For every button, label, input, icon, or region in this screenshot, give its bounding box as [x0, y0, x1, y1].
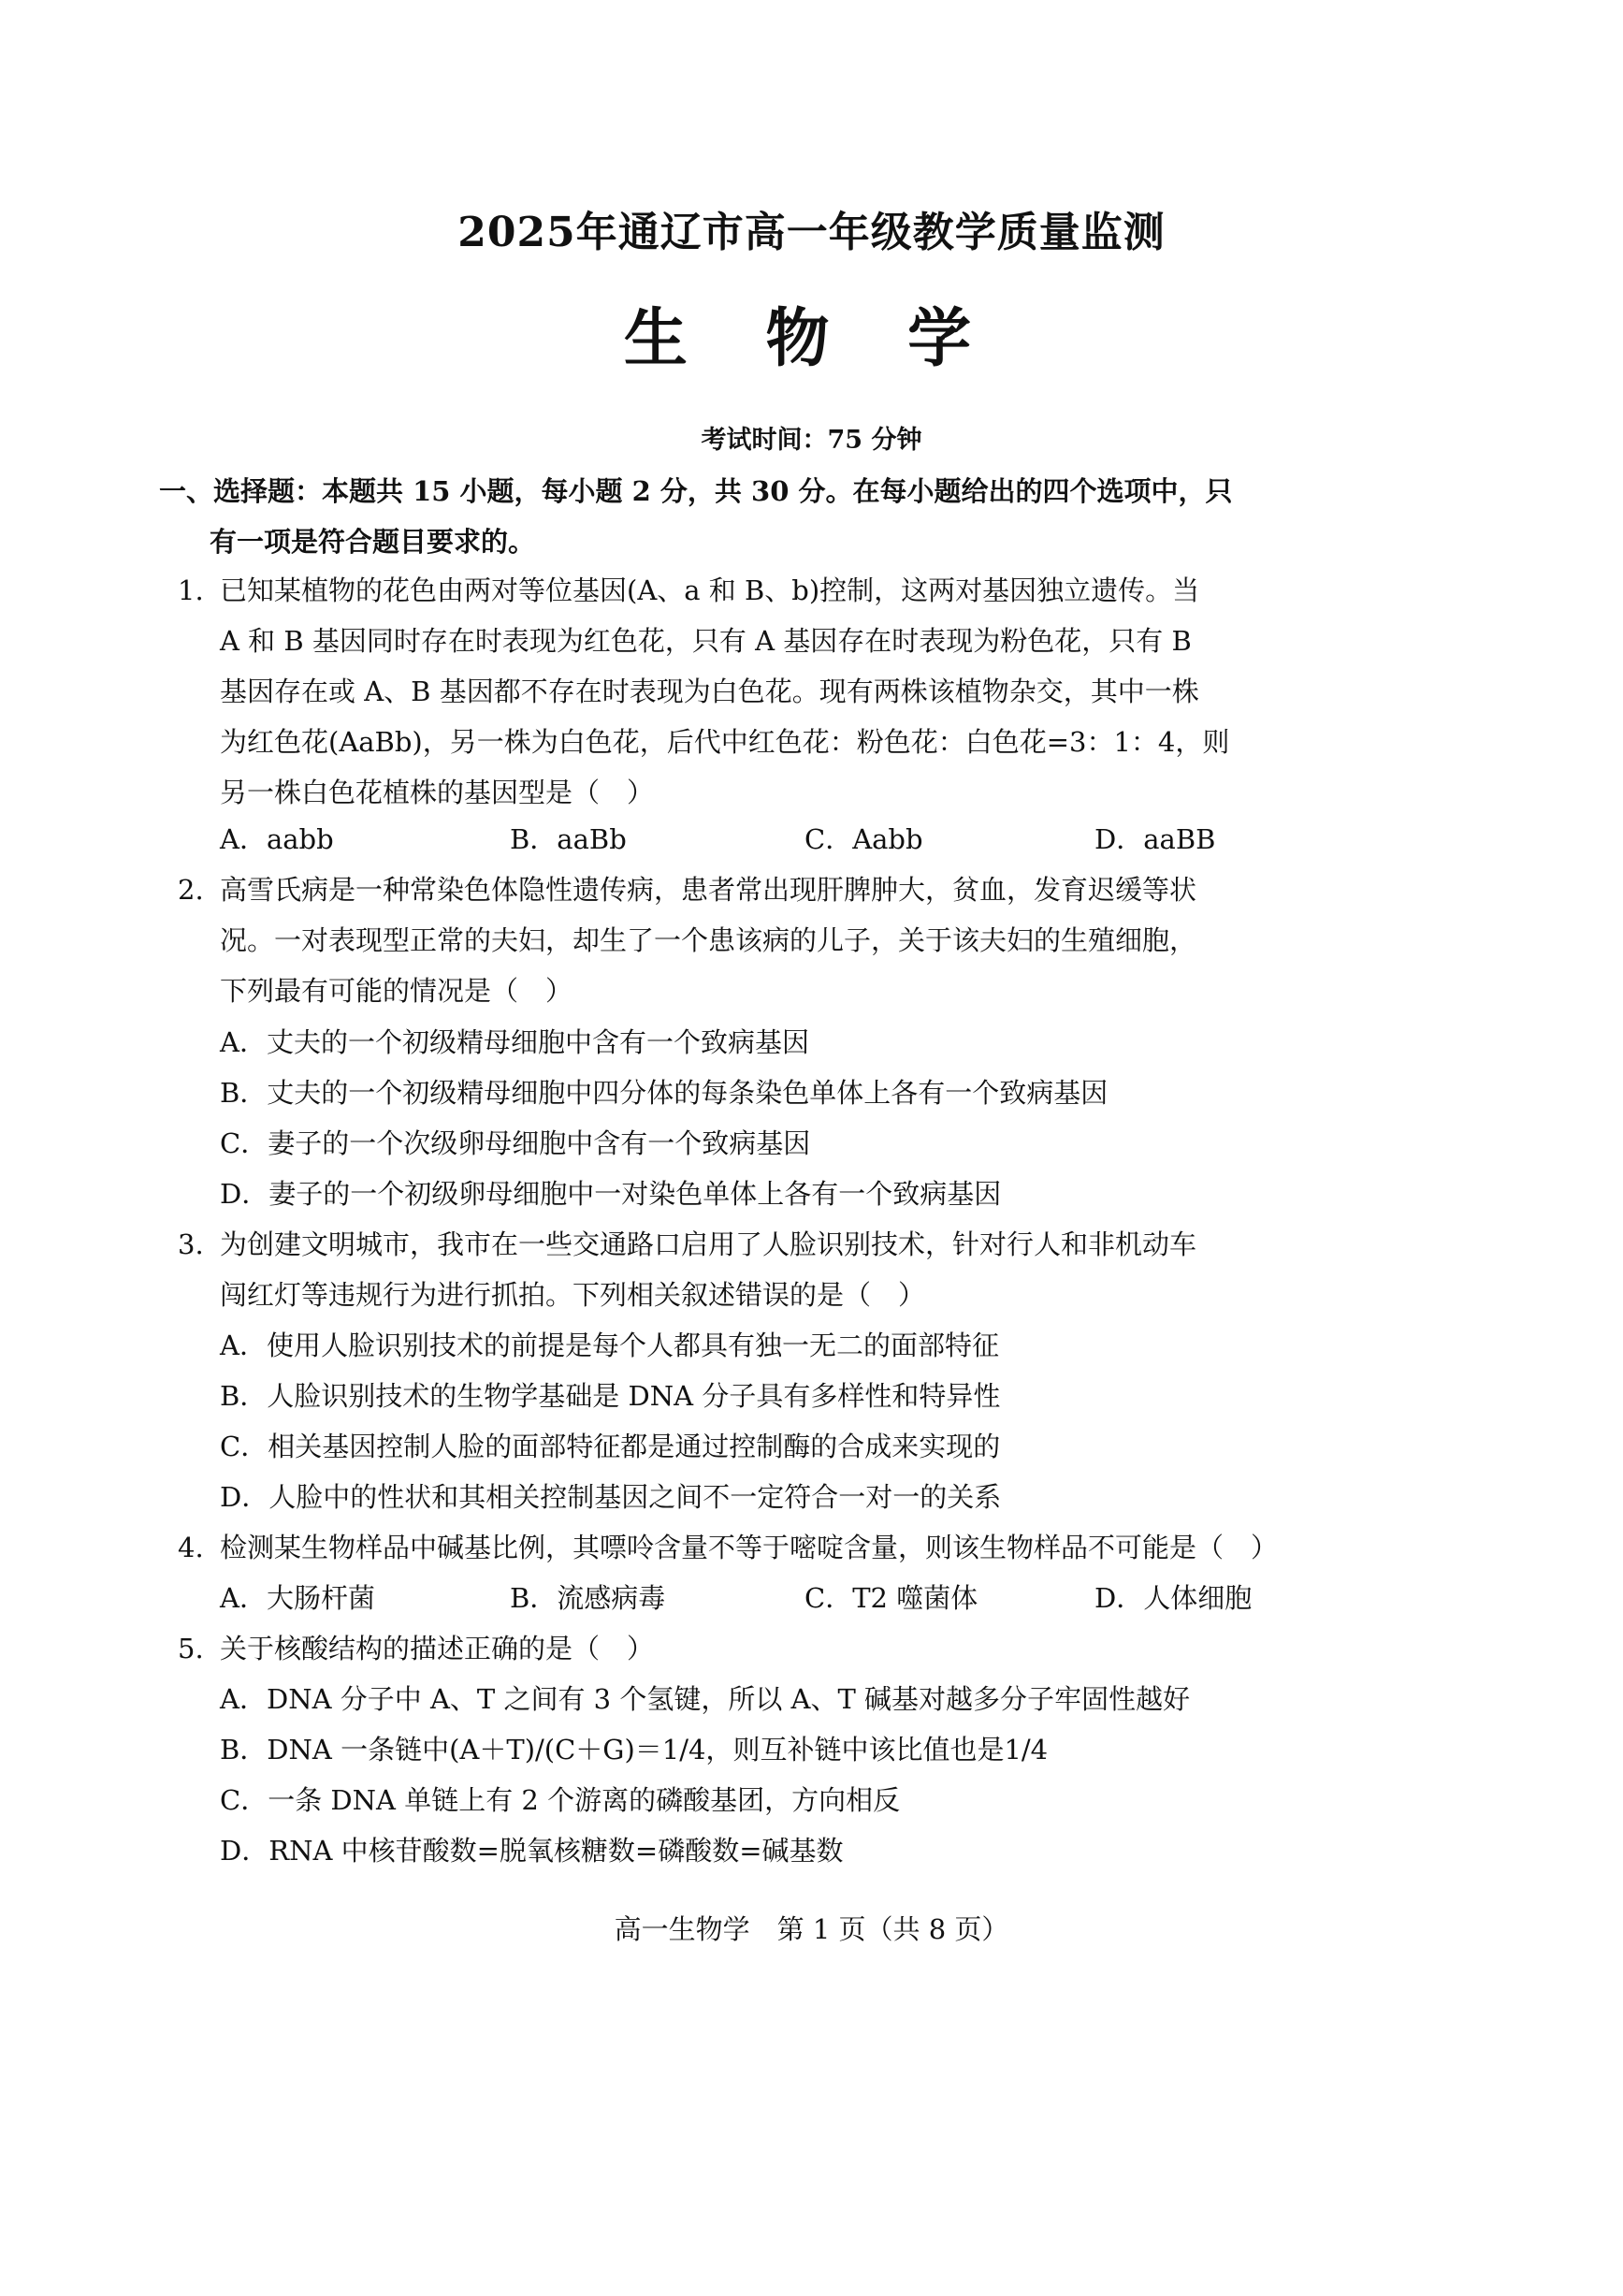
option-d: D．人体细胞 [1094, 1582, 1253, 1614]
question-stem-line: 关于核酸结构的描述正确的是（ ） [220, 1633, 655, 1664]
section-heading-line1: 一、选择题：本题共 15 小题，每小题 2 分，共 30 分。在每小题给出的四个选项中，只 [159, 475, 1233, 507]
question-stem-line: 基因存在或 A、B 基因都不存在时表现为白色花。现有两株该植物杂交，其中一株 [220, 676, 1199, 707]
question-stem-line: 高雪氏病是一种常染色体隐性遗传病，患者常出现肝脾肿大，贫血，发育迟缓等状 [220, 874, 1197, 906]
option-c: C．一条 DNA 单链上有 2 个游离的磷酸基团，方向相反 [220, 1784, 901, 1816]
option-b: B．人脸识别技术的生物学基础是 DNA 分子具有多样性和特异性 [220, 1380, 1001, 1412]
question-number: 1. [178, 574, 204, 606]
question-number: 4. [178, 1532, 204, 1563]
option-a: A．aabb [220, 823, 334, 855]
question-stem-line: 已知某植物的花色由两对等位基因(A、a 和 B、b)控制，这两对基因独立遗传。当 [220, 574, 1200, 606]
option-b: B．DNA 一条链中(A＋T)/(C＋G)＝1/4，则互补链中该比值也是1/4 [220, 1734, 1049, 1766]
option-d: D．人脸中的性状和其相关控制基因之间不一定符合一对一的关系 [220, 1481, 1002, 1513]
option-c: C．相关基因控制人脸的面部特征都是通过控制酶的合成来实现的 [220, 1431, 1001, 1462]
question-stem-line: A 和 B 基因同时存在时表现为红色花，只有 A 基因存在时表现为粉色花，只有 B [220, 625, 1192, 657]
question-stem-line: 为红色花(AaBb)，另一株为白色花，后代中红色花：粉色花：白色花=3：1：4，则 [220, 726, 1230, 758]
question-4 [178, 1522, 1300, 1573]
option-d: D．RNA 中核苷酸数=脱氧核糖数=磷酸数=碱基数 [220, 1835, 844, 1867]
section-heading-line2: 有一项是符合题目要求的。 [210, 526, 536, 558]
question-number: 2. [178, 874, 204, 906]
question-1 [178, 565, 1300, 818]
question-stem-line: 检测某生物样品中碱基比例，其嘌呤含量不等于嘧啶含量，则该生物样品不可能是（ ） [220, 1532, 1279, 1563]
question-number: 3. [178, 1228, 204, 1260]
section-heading [159, 466, 1310, 567]
option-c: C．Aabb [804, 823, 923, 855]
question-stem-line: 另一株白色花植株的基因型是（ ） [220, 777, 655, 808]
question-3 [178, 1219, 1300, 1320]
exam-time: 考试时间：75 分钟 [701, 426, 922, 455]
option-a: A．大肠杆菌 [220, 1582, 375, 1614]
question-stem-line: 况。一对表现型正常的夫妇，却生了一个患该病的儿子，关于该夫妇的生殖细胞， [220, 924, 1197, 956]
exam-title: 2025年通辽市高一年级教学质量监测 [457, 209, 1166, 256]
option-d: D．妻子的一个初级卵母细胞中一对染色单体上各有一个致病基因 [220, 1178, 1002, 1210]
question-stem-line: 为创建文明城市，我市在一些交通路口启用了人脸识别技术，针对行人和非机动车 [220, 1228, 1197, 1260]
question-5 [178, 1623, 1300, 1674]
option-c: C．T2 噬菌体 [804, 1582, 978, 1614]
question-number: 5. [178, 1633, 204, 1664]
option-a: A．丈夫的一个初级精母细胞中含有一个致病基因 [220, 1026, 809, 1058]
question-stem-line: 闯红灯等违规行为进行抓拍。下列相关叙述错误的是（ ） [220, 1279, 926, 1311]
option-b: B．流感病毒 [510, 1582, 666, 1614]
option-d: D．aaBB [1094, 823, 1216, 855]
question-stem-line: 下列最有可能的情况是（ ） [220, 975, 573, 1007]
option-a: A．DNA 分子中 A、T 之间有 3 个氢键，所以 A、T 碱基对越多分子牢固性越好 [220, 1683, 1191, 1715]
subject-title: 生 物 学 [623, 301, 1000, 376]
option-c: C．妻子的一个次级卵母细胞中含有一个致病基因 [220, 1127, 811, 1159]
question-2 [178, 865, 1300, 1016]
option-b: B．aaBb [510, 823, 627, 855]
page-footer: 高一生物学 第 1 页（共 8 页） [614, 1913, 1009, 1945]
option-b: B．丈夫的一个初级精母细胞中四分体的每条染色单体上各有一个致病基因 [220, 1077, 1109, 1109]
option-a: A．使用人脸识别技术的前提是每个人都具有独一无二的面部特征 [220, 1330, 999, 1361]
